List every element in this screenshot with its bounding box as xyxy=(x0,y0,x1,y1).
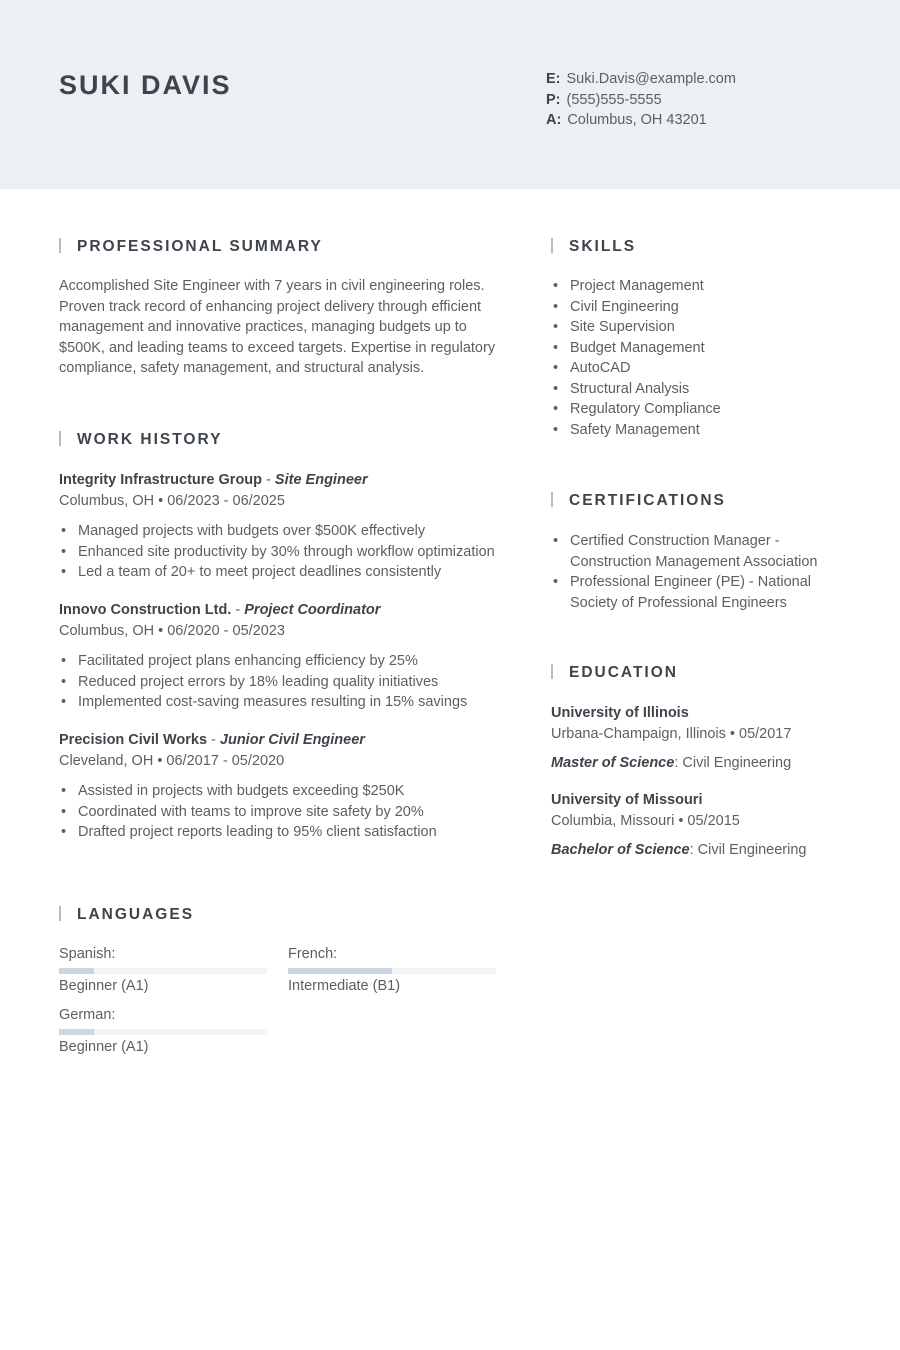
language-item xyxy=(59,944,267,996)
job-bullet: • Assisted in projects with budgets exceeding $250K xyxy=(59,781,519,802)
languages-heading-text: LANGUAGES xyxy=(77,906,195,923)
language-level: Beginner (A1) xyxy=(59,1039,149,1055)
education-degree-line xyxy=(551,840,871,861)
language-proficiency-bar xyxy=(288,968,496,974)
skill-item: • Site Supervision xyxy=(551,317,851,338)
education-degree: Bachelor of Science xyxy=(551,842,690,858)
summary-heading-text: PROFESSIONAL SUMMARY xyxy=(77,238,323,255)
skill-item: • Civil Engineering xyxy=(551,297,851,318)
job-separator: - xyxy=(231,602,245,618)
language-level: Intermediate (B1) xyxy=(288,978,401,994)
language-proficiency-fill xyxy=(59,968,94,974)
job-bullet: • Led a team of 20+ to meet project deadlines consistently xyxy=(59,562,519,583)
job-separator: - xyxy=(262,472,275,488)
job-entry xyxy=(59,600,519,713)
contact-phone-value: (555)555-5555 xyxy=(566,91,662,108)
contact-info xyxy=(546,69,736,131)
education-school: University of Illinois xyxy=(551,705,689,721)
education-heading-text: EDUCATION xyxy=(569,664,678,681)
work-history-heading-text: WORK HISTORY xyxy=(77,431,223,448)
job-entry xyxy=(59,470,519,583)
language-name: German: xyxy=(59,1007,116,1023)
job-role: Junior Civil Engineer xyxy=(219,732,365,748)
certifications-list xyxy=(551,531,851,613)
contact-phone xyxy=(546,90,736,111)
job-bullet: • Facilitated project plans enhancing efficiency by 25% xyxy=(59,651,519,672)
section-bar xyxy=(59,906,61,921)
job-bullets xyxy=(59,521,519,583)
skill-item: • Regulatory Compliance xyxy=(551,399,851,420)
job-bullets xyxy=(59,651,519,713)
education-degree: Master of Science xyxy=(551,755,675,771)
job-meta: Columbus, OH • 06/2023 - 06/2025 xyxy=(59,492,285,509)
skills-heading-text: SKILLS xyxy=(569,238,637,255)
skill-item: • Budget Management xyxy=(551,338,851,359)
languages-heading xyxy=(59,906,194,924)
summary-text: Accomplished Site Engineer with 7 years in civil engineering roles. Proven track record of enhancing project delivery through efficient management and innovative practices, managing budgets up to $500K, and leading teams to exceed targets. Expertise in regulatory compliance, safety management, and structural analysis. xyxy=(59,278,496,376)
job-separator: - xyxy=(207,732,220,748)
job-company: Integrity Infrastructure Group xyxy=(59,472,263,488)
language-proficiency-bar xyxy=(59,968,267,974)
section-bar xyxy=(59,238,61,253)
job-role: Site Engineer xyxy=(274,472,368,488)
job-meta: Cleveland, OH • 06/2017 - 05/2020 xyxy=(59,752,285,769)
skills-heading xyxy=(551,238,636,256)
job-bullet: • Reduced project errors by 18% leading quality initiatives xyxy=(59,672,519,693)
job-entry xyxy=(59,730,519,843)
education-heading xyxy=(551,664,678,682)
job-company: Innovo Construction Ltd. xyxy=(59,602,232,618)
language-proficiency-bar xyxy=(59,1029,267,1035)
language-proficiency-fill xyxy=(59,1029,94,1035)
contact-address xyxy=(546,110,736,131)
language-item xyxy=(288,944,496,996)
job-role: Project Coordinator xyxy=(244,602,381,618)
certifications-heading xyxy=(551,492,726,510)
section-bar xyxy=(59,431,61,446)
skill-item: • Structural Analysis xyxy=(551,379,851,400)
contact-phone-key: P: xyxy=(546,91,561,108)
job-bullets xyxy=(59,781,519,843)
language-proficiency-fill xyxy=(288,968,392,974)
candidate-name: SUKI DAVIS xyxy=(59,70,232,100)
education-school: University of Missouri xyxy=(551,792,703,808)
language-name: French: xyxy=(288,946,338,962)
job-company: Precision Civil Works xyxy=(59,732,208,748)
certification-item: • Professional Engineer (PE) - National Society of Professional Engineers xyxy=(551,572,851,613)
section-bar xyxy=(551,238,553,253)
skill-item: • AutoCAD xyxy=(551,358,851,379)
work-history-heading xyxy=(59,431,222,449)
contact-email-value[interactable]: Suki.Davis@example.com xyxy=(566,71,736,87)
education-degree-line xyxy=(551,753,871,774)
job-meta: Columbus, OH • 06/2020 - 05/2023 xyxy=(59,622,285,639)
contact-email-key: E: xyxy=(546,71,561,87)
language-level: Beginner (A1) xyxy=(59,978,149,994)
section-bar xyxy=(551,664,553,679)
language-item xyxy=(59,1005,267,1057)
education-meta: Columbia, Missouri • 05/2015 xyxy=(551,812,740,829)
contact-address-key: A: xyxy=(546,112,562,128)
skill-item: • Safety Management xyxy=(551,420,851,441)
education-meta: Urbana-Champaign, Illinois • 05/2017 xyxy=(551,725,792,742)
language-name: Spanish: xyxy=(59,946,116,962)
education-entry xyxy=(551,703,871,774)
job-bullet: • Managed projects with budgets over $500K effectively xyxy=(59,521,519,542)
job-bullet: • Enhanced site productivity by 30% through workflow optimization xyxy=(59,542,519,563)
skill-item: • Project Management xyxy=(551,276,851,297)
job-title-line xyxy=(59,470,519,491)
education-field: : Civil Engineering xyxy=(674,755,792,771)
job-title-line xyxy=(59,600,519,621)
job-bullet: • Drafted project reports leading to 95% client satisfaction xyxy=(59,822,519,843)
contact-address-value: Columbus, OH 43201 xyxy=(567,112,707,128)
skills-list xyxy=(551,276,851,440)
section-bar xyxy=(551,492,553,507)
contact-email xyxy=(546,69,736,90)
education-field: : Civil Engineering xyxy=(689,842,807,858)
summary-heading xyxy=(59,238,323,256)
certifications-heading-text: CERTIFICATIONS xyxy=(569,492,726,509)
job-bullet: • Coordinated with teams to improve site safety by 20% xyxy=(59,802,519,823)
resume-header xyxy=(0,0,900,189)
job-bullet: • Implemented cost-saving measures resulting in 15% savings xyxy=(59,692,519,713)
job-title-line xyxy=(59,730,519,751)
education-entry xyxy=(551,790,871,861)
certification-item: • Certified Construction Manager - Construction Management Association xyxy=(551,531,851,572)
